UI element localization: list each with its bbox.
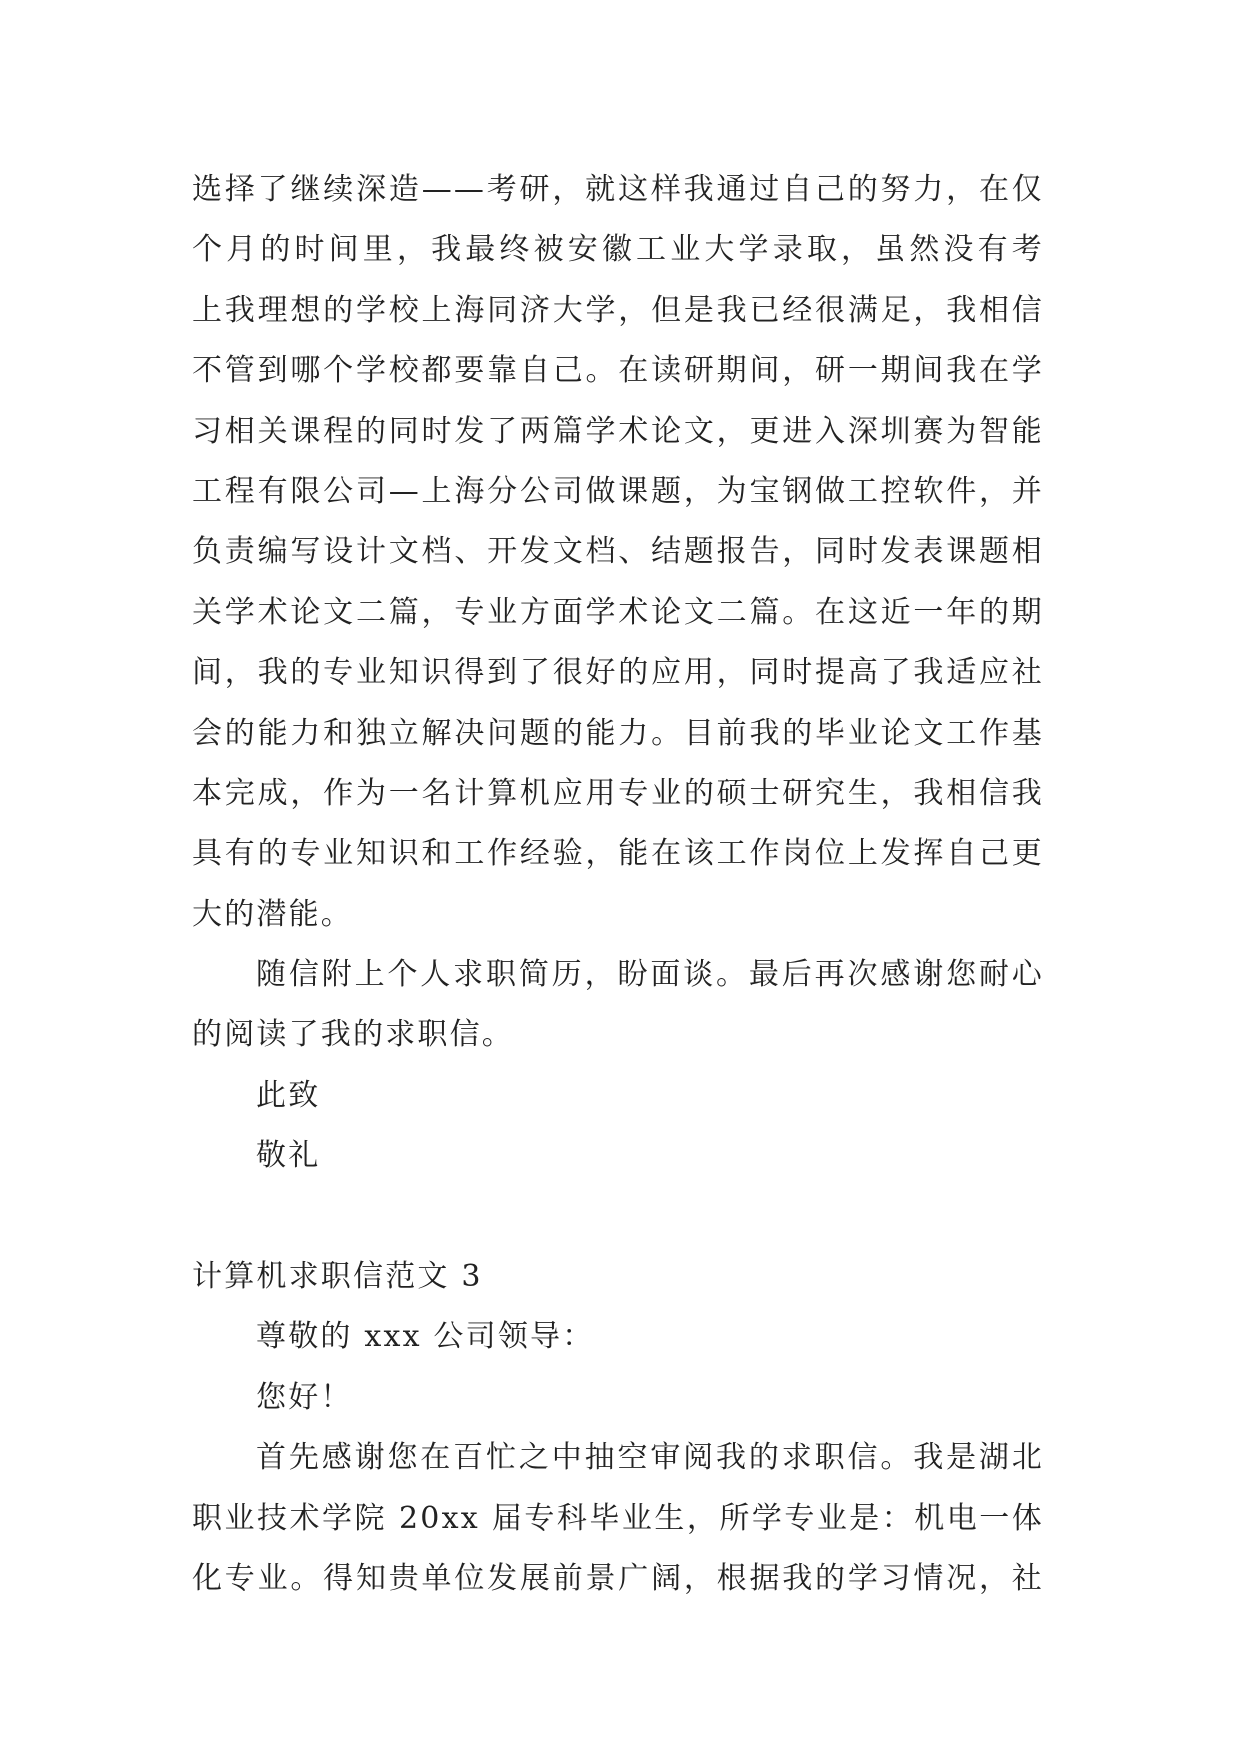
body-line: 首先感谢您在百忙之中抽空审阅我的求职信。我是湖北 bbox=[256, 1440, 1044, 1476]
greeting: 您好！ bbox=[256, 1379, 353, 1415]
body-line: 具有的专业知识和工作经验，能在该工作岗位上发挥自己更 bbox=[192, 836, 1044, 872]
salutation: 尊敬的 xxx 公司领导： bbox=[256, 1319, 595, 1355]
body-line: 不管到哪个学校都要靠自己。在读研期间，研一期间我在学 bbox=[192, 353, 1044, 389]
body-line: 个月的时间里，我最终被安徽工业大学录取，虽然没有考 bbox=[192, 232, 1044, 268]
body-line: 职业技术学院 20xx 届专科毕业生，所学专业是：机电一体 bbox=[192, 1500, 1044, 1536]
body-line: 工程有限公司—上海分公司做课题，为宝钢做工控软件，并 bbox=[192, 473, 1044, 509]
body-line: 的阅读了我的求职信。 bbox=[192, 1017, 514, 1053]
section-title: 计算机求职信范文 3 bbox=[192, 1259, 483, 1295]
body-line: 间，我的专业知识得到了很好的应用，同时提高了我适应社 bbox=[192, 655, 1044, 691]
body-line: 上我理想的学校上海同济大学，但是我已经很满足，我相信 bbox=[192, 292, 1044, 328]
body-line: 习相关课程的同时发了两篇学术论文，更进入深圳赛为智能 bbox=[192, 413, 1044, 449]
body-line: 本完成，作为一名计算机应用专业的硕士研究生，我相信我 bbox=[192, 775, 1044, 811]
body-line: 随信附上个人求职简历，盼面谈。最后再次感谢您耐心 bbox=[256, 957, 1044, 993]
letter-body bbox=[192, 160, 1044, 1609]
spacer bbox=[192, 1187, 1044, 1247]
body-line: 关学术论文二篇，专业方面学术论文二篇。在这近一年的期 bbox=[192, 594, 1044, 630]
body-line: 负责编写设计文档、开发文档、结题报告，同时发表课题相 bbox=[192, 534, 1044, 570]
body-line: 大的潜能。 bbox=[192, 896, 353, 932]
body-line: 会的能力和独立解决问题的能力。目前我的毕业论文工作基 bbox=[192, 715, 1044, 751]
body-line: 化专业。得知贵单位发展前景广阔，根据我的学习情况，社 bbox=[192, 1560, 1044, 1596]
closing-line: 此致 bbox=[256, 1077, 321, 1113]
closing-line: 敬礼 bbox=[256, 1138, 321, 1174]
body-line: 选择了继续深造——考研，就这样我通过自己的努力，在仅 bbox=[192, 172, 1044, 207]
